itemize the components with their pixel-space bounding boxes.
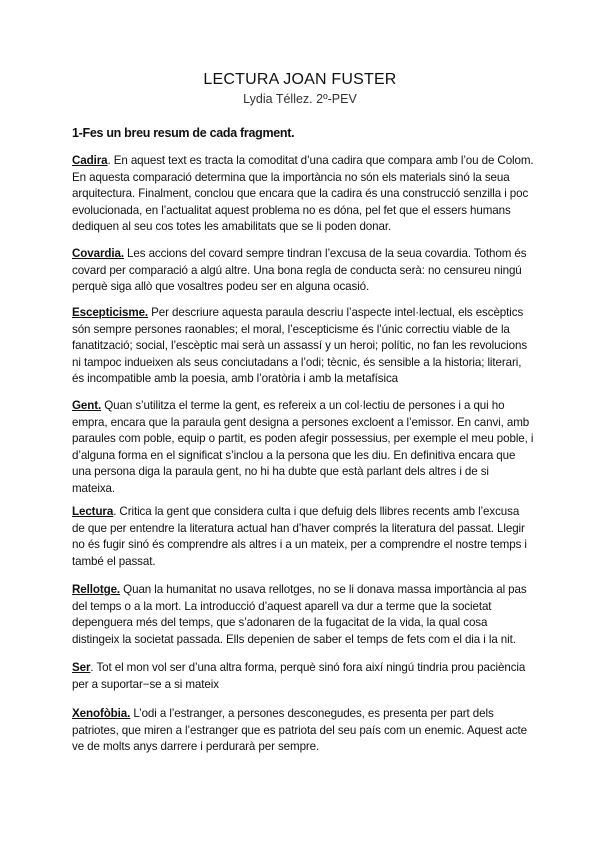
section-text: Tot el mon vol ser d’una altra forma, perquè sinó fora així ningú tindria prou paciència per a suportar−se a si mateix xyxy=(72,661,526,691)
section-text: Les accions del covard sempre tindran l’excusa de la seua covardia. Tothom és covard per comparació a algú altre. Una bona regla de conducta serà: no censureu ningú perquè siga allò que vosaltres podeu ser en alguna ocasió. xyxy=(72,247,527,294)
section-term: Xenofòbia. xyxy=(72,707,131,720)
section-rellotge xyxy=(72,582,534,648)
section-lectura xyxy=(72,504,534,570)
section-term: Gent. xyxy=(72,399,102,412)
section-text: En aquest text es tracta la comoditat d’una cadira que compara amb l’ou de Colom. En aquesta comparació determina que la importància no són els materials sinó la seua arquitectura. Finalment, conclou que encara que la cadira és una construcció senzilla i poc evolucionada, en l’actualitat aquest problema no es dóna, pel fet que el essers humans dediquen al seu cos totes les amabilitats que se li poden donar. xyxy=(72,154,534,234)
section-text: Per descriure aquesta paraula descriu l’aspecte intel·lectual, els escèptics són sempre persones raonables; el moral, l’escepticisme és l’únic correctiu viable de la fanatització; social, l’escèptic mai serà un assassí y un heroi; polític, no fan les revolucions ni tampoc indueixen als seus conciutadans a l’odi; tècnic, és sensible a la historia; literari, és incompatible amb la poesia, amb l’oratòria i amb la metafísica xyxy=(72,306,528,386)
question-heading: 1-Fes un breu resum de cada fragment. xyxy=(72,126,295,140)
section-text: Quan la humanitat no usava rellotges, no se li donava massa importància al pas del temps o a la mort. La introducció d’aquest aparell va dur a terme que la societat depenguera més del temps, que s’adonaren de la fugacitat de la vida, la qual cosa distingeix la societat passada. Ells depenien de saber el temps de fets com el dia i la nit. xyxy=(72,583,527,646)
section-term: Escepticisme. xyxy=(72,306,149,319)
section-term: Cadira xyxy=(72,154,108,167)
author-line: Lydia Téllez. 2º-PEV xyxy=(243,92,357,106)
section-separator: . xyxy=(107,154,111,167)
section-term: Rellotge. xyxy=(72,583,121,596)
section-separator: . xyxy=(90,661,94,674)
section-covardia xyxy=(72,246,534,296)
section-separator: . xyxy=(113,505,117,518)
section-term: Covardia. xyxy=(72,247,124,260)
section-text: L’odi a l’estranger, a persones desconegudes, es presenta per part dels patriotes, que miren a l’estranger que es patriota del seu país com un enemic. Aquest acte ve de molts anys darrere i perdurarà per sempre. xyxy=(72,707,528,754)
section-gent xyxy=(72,398,534,498)
section-term: Lectura xyxy=(72,505,114,518)
section-ser xyxy=(72,660,534,693)
section-cadira xyxy=(72,153,534,236)
section-text: Quan s’utilitza el terme la gent, es refereix a un col·lectiu de persones i a qui ho empra, encara que la paraula gent designa a persones excloent a l’emissor. En canvi, amb paraules com poble, equip o partit, es poden afegir possessius, per exemple el meu poble, i d’alguna forma en el significat s’inclou a la persona que les diu. En definitiva encara que una persona diga la paraula gent, no hi ha dubte que està parlant dels altres i de si mateixa. xyxy=(72,399,534,495)
section-xenofobia xyxy=(72,706,534,756)
section-text: Critica la gent que considera culta i que defuig dels llibres recents amb l’excusa de que per entendre la literatura actual han d’haver comprés la literatura del passat. Llegir no és fugir sinó és comprendre als altres i a un mateix, per a comprendre el nostre temps i també el passat. xyxy=(72,505,527,568)
document-title: LECTURA JOAN FUSTER xyxy=(203,71,397,88)
section-term: Ser xyxy=(72,661,91,674)
section-escepticisme xyxy=(72,305,534,388)
